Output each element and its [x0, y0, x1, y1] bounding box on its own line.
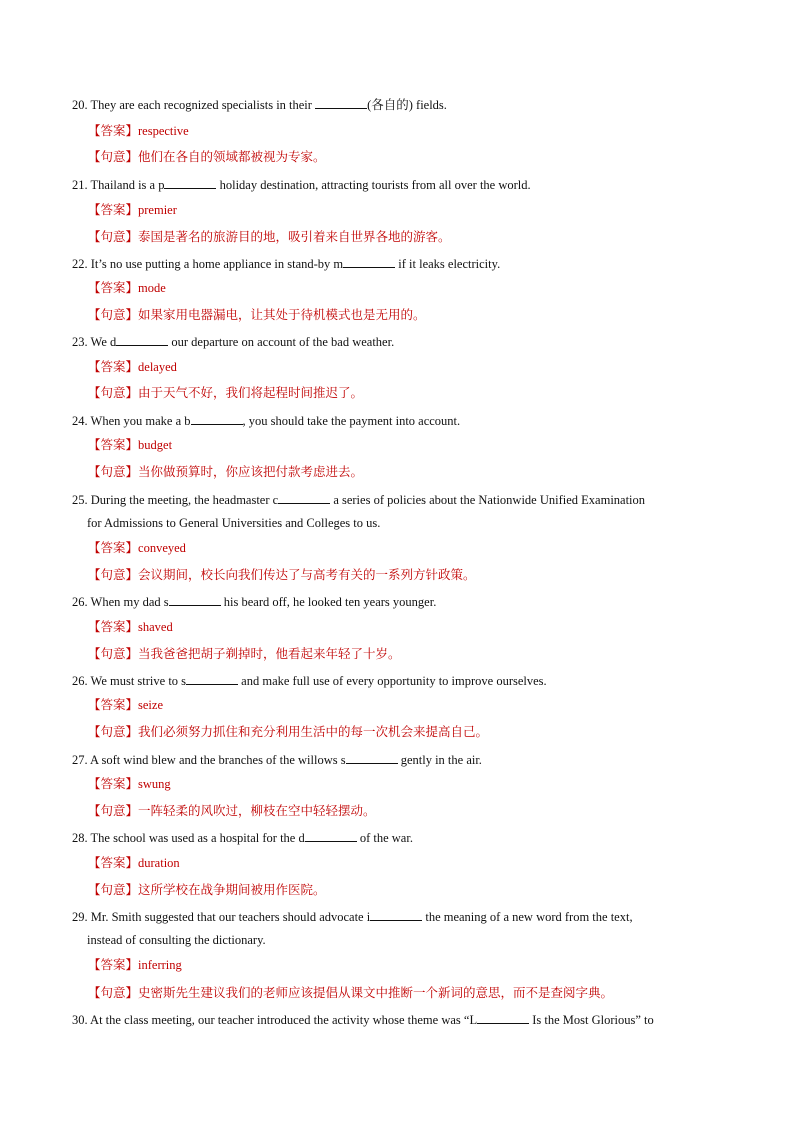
meaning-value: 我们必须努力抓住和充分利用生活中的每一次机会来提高自己。	[138, 724, 489, 739]
question-line	[72, 333, 394, 350]
answer-line	[88, 437, 172, 453]
meaning-tag: 【句意】	[88, 724, 139, 739]
question-line	[72, 751, 482, 768]
meaning-line	[88, 149, 326, 165]
answer-value: premier	[138, 203, 177, 217]
answer-tag: 【答案】	[88, 697, 139, 712]
question-text: 20. They are each recognized specialists in their	[72, 98, 316, 112]
meaning-line	[88, 646, 401, 662]
answer-blank	[116, 333, 168, 346]
question-text: 21. Thailand is a p	[72, 178, 165, 192]
question-text: 26. When my dad s	[72, 595, 169, 609]
meaning-line	[88, 229, 451, 245]
question-line	[72, 96, 447, 113]
question-text-after-blank: a series of policies about the Nationwide Unified Examination	[330, 493, 646, 507]
meaning-value: 如果家用电器漏电，让其处于待机模式也是无用的。	[138, 307, 426, 322]
question-text: 26. We must strive to s	[72, 674, 187, 688]
meaning-line	[88, 307, 426, 323]
answer-blank	[315, 96, 367, 109]
question-text-after-blank: holiday destination, attracting tourists from all over the world.	[216, 178, 531, 192]
question-line	[72, 593, 436, 610]
question-line	[72, 412, 460, 429]
question-text-after-blank: gently in the air.	[397, 753, 482, 767]
meaning-line	[88, 724, 488, 740]
meaning-tag: 【句意】	[88, 229, 139, 244]
question-text: 24. When you make a b	[72, 414, 191, 428]
answer-value: duration	[138, 856, 180, 870]
question-text-after-blank: , you should take the payment into account.	[242, 414, 461, 428]
meaning-tag: 【句意】	[88, 149, 139, 164]
answer-value: shaved	[138, 620, 173, 634]
question-text: 30. At the class meeting, our teacher introduced the activity whose theme was “L	[72, 1013, 478, 1027]
answer-blank	[278, 491, 330, 504]
answer-tag: 【答案】	[88, 280, 139, 295]
answer-line	[88, 619, 173, 635]
question-line	[72, 255, 500, 272]
meaning-value: 泰国是著名的旅游目的地，吸引着来自世界各地的游客。	[138, 229, 451, 244]
meaning-line	[88, 464, 363, 480]
meaning-tag: 【句意】	[88, 803, 139, 818]
meaning-value: 史密斯先生建议我们的老师应该提倡从课文中推断一个新词的意思，而不是查阅字典。	[138, 985, 614, 1000]
answer-line	[88, 697, 163, 713]
question-text-continued: for Admissions to General Universities and Colleges to us.	[87, 516, 381, 530]
answer-blank	[186, 672, 238, 685]
meaning-tag: 【句意】	[88, 385, 139, 400]
answer-value: budget	[138, 438, 173, 452]
answer-blank	[191, 412, 243, 425]
answer-line	[88, 280, 166, 296]
question-text-after-blank: if it leaks electricity.	[395, 257, 501, 271]
meaning-line	[88, 385, 363, 401]
answer-blank	[164, 176, 216, 189]
answer-value: seize	[138, 698, 163, 712]
answer-tag: 【答案】	[88, 855, 139, 870]
question-text: 29. Mr. Smith suggested that our teachers should advocate i	[72, 910, 371, 924]
answer-value: conveyed	[138, 541, 186, 555]
answer-value: mode	[138, 281, 166, 295]
question-line	[72, 829, 413, 846]
meaning-tag: 【句意】	[88, 882, 139, 897]
meaning-tag: 【句意】	[88, 464, 139, 479]
answer-line	[88, 776, 171, 792]
answer-blank	[343, 255, 395, 268]
answer-line	[88, 957, 182, 973]
answer-line	[88, 540, 186, 556]
question-text-after-blank: his beard off, he looked ten years younger.	[220, 595, 437, 609]
answer-value: inferring	[138, 958, 182, 972]
meaning-line	[88, 567, 476, 583]
answer-tag: 【答案】	[88, 776, 139, 791]
answer-tag: 【答案】	[88, 123, 139, 138]
meaning-value: 这所学校在战争期间被用作医院。	[138, 882, 326, 897]
meaning-value: 当我爸爸把胡子剃掉时，他看起来年轻了十岁。	[138, 646, 401, 661]
answer-value: swung	[138, 777, 171, 791]
answer-line	[88, 123, 189, 139]
meaning-line	[88, 803, 376, 819]
meaning-value: 一阵轻柔的风吹过，柳枝在空中轻轻摆动。	[138, 803, 376, 818]
question-text-after-blank: the meaning of a new word from the text,	[422, 910, 633, 924]
answer-tag: 【答案】	[88, 437, 139, 452]
answer-line	[88, 202, 177, 218]
question-continuation	[87, 515, 380, 531]
question-text-after-blank: of the war.	[356, 831, 413, 845]
meaning-tag: 【句意】	[88, 646, 139, 661]
answer-blank	[305, 829, 357, 842]
question-line	[72, 491, 645, 508]
meaning-line	[88, 985, 613, 1001]
question-line	[72, 672, 547, 689]
meaning-value: 由于天气不好，我们将起程时间推迟了。	[138, 385, 364, 400]
meaning-tag: 【句意】	[88, 567, 139, 582]
question-text: 23. We d	[72, 335, 117, 349]
answer-tag: 【答案】	[88, 359, 139, 374]
question-text-after-blank: and make full use of every opportunity to improve ourselves.	[238, 674, 547, 688]
answer-value: respective	[138, 124, 189, 138]
answer-tag: 【答案】	[88, 957, 139, 972]
answer-line	[88, 855, 180, 871]
question-line	[72, 1011, 654, 1028]
question-text-after-blank: (各自的) fields.	[367, 98, 447, 112]
question-line	[72, 176, 531, 193]
question-text-after-blank: Is the Most Glorious” to	[529, 1013, 654, 1027]
meaning-tag: 【句意】	[88, 985, 139, 1000]
answer-blank	[346, 751, 398, 764]
answer-blank	[370, 908, 422, 921]
question-text-continued: instead of consulting the dictionary.	[87, 933, 266, 947]
meaning-tag: 【句意】	[88, 307, 139, 322]
question-text: 28. The school was used as a hospital for the d	[72, 831, 305, 845]
meaning-value: 会议期间，校长向我们传达了与高考有关的一系列方针政策。	[138, 567, 476, 582]
answer-tag: 【答案】	[88, 619, 139, 634]
answer-tag: 【答案】	[88, 540, 139, 555]
answer-value: delayed	[138, 360, 177, 374]
question-text-after-blank: our departure on account of the bad weather.	[168, 335, 395, 349]
question-continuation	[87, 932, 266, 948]
answer-tag: 【答案】	[88, 202, 139, 217]
question-text: 22. It’s no use putting a home appliance in stand-by m	[72, 257, 344, 271]
question-text: 25. During the meeting, the headmaster c	[72, 493, 279, 507]
answer-blank	[477, 1011, 529, 1024]
meaning-value: 当你做预算时，你应该把付款考虑进去。	[138, 464, 364, 479]
question-text: 27. A soft wind blew and the branches of the willows s	[72, 753, 346, 767]
answer-line	[88, 359, 177, 375]
meaning-value: 他们在各自的领域都被视为专家。	[138, 149, 326, 164]
meaning-line	[88, 882, 326, 898]
question-line	[72, 908, 633, 925]
answer-blank	[169, 593, 221, 606]
